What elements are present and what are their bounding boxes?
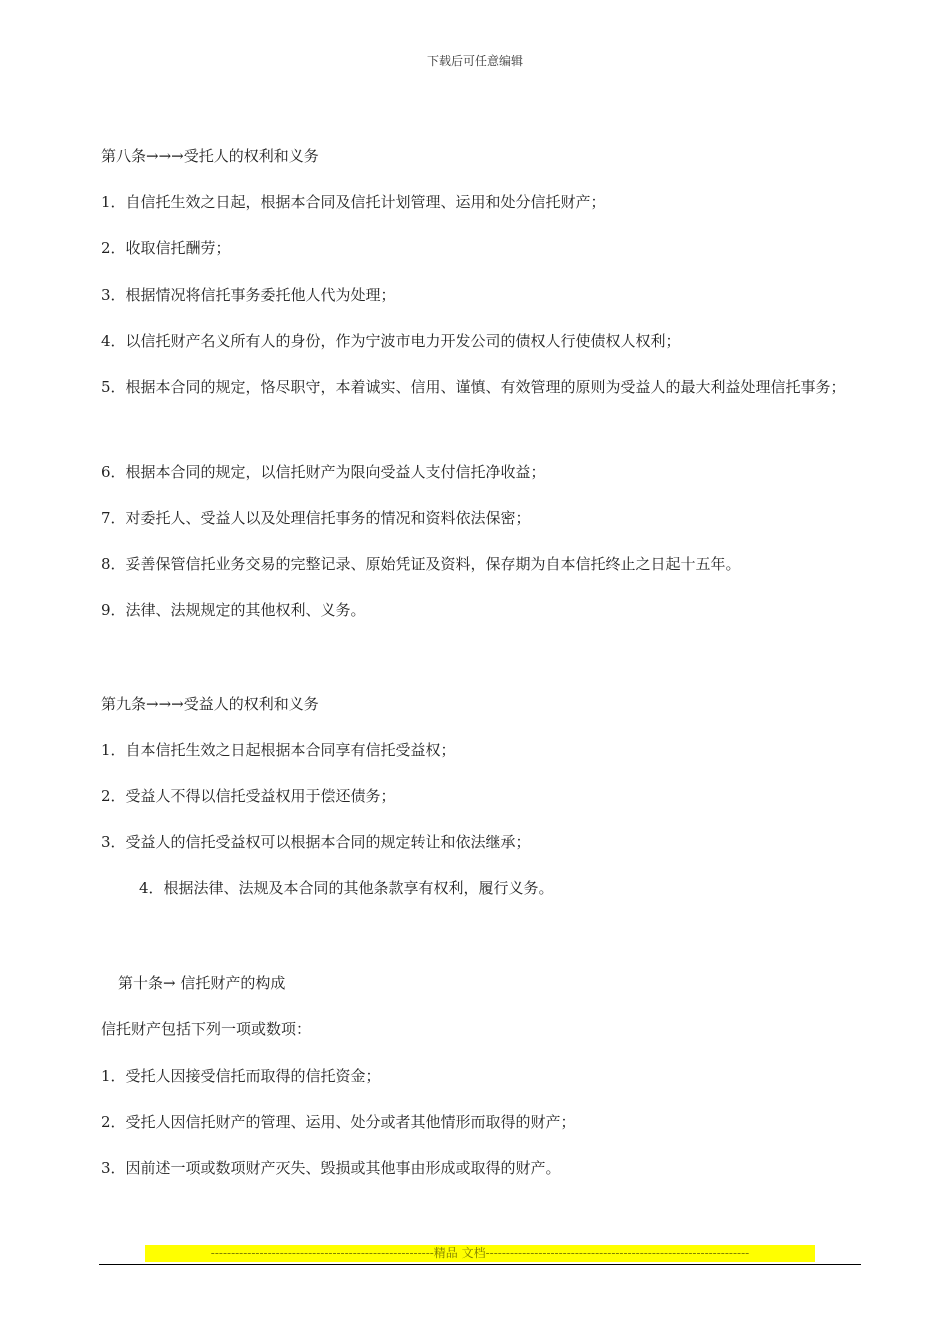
article-10-item: 2．受托人因信托财产的管理、运用、处分或者其他情形而取得的财产； <box>101 1113 576 1131</box>
article-10-heading: 第十条→ 信托财产的构成 <box>118 974 286 992</box>
article-9-item: 3．受益人的信托受益权可以根据本合同的规定转让和依法继承； <box>101 833 531 851</box>
article-8-item: 5．根据本合同的规定，恪尽职守，本着诚实、信用、谨慎、有效管理的原则为受益人的最大利益处理信托事务； <box>101 378 846 396</box>
page-header: 下载后可任意编辑 <box>426 54 523 68</box>
article-9-heading: 第九条→→→受益人的权利和义务 <box>101 695 319 713</box>
footer-divider <box>99 1264 861 1265</box>
article-8-heading: 第八条→→→受托人的权利和义务 <box>101 147 319 165</box>
article-8-item: 3．根据情况将信托事务委托他人代为处理； <box>101 286 396 304</box>
article-10-item: 3．因前述一项或数项财产灭失、毁损或其他事由形成或取得的财产。 <box>101 1159 561 1177</box>
article-10-intro: 信托财产包括下列一项或数项： <box>101 1020 312 1038</box>
article-8-item: 6．根据本合同的规定，以信托财产为限向受益人支付信托净收益； <box>101 463 546 481</box>
article-8-item: 4．以信托财产名义所有人的身份，作为宁波市电力开发公司的债权人行使债权人权利； <box>101 332 681 350</box>
article-8-item: 2．收取信托酬劳； <box>101 239 231 257</box>
article-8-item: 7．对委托人、受益人以及处理信托事务的情况和资料依法保密； <box>101 509 531 527</box>
footer-banner: -------------------------------------------------------精品 文档----------------------------------------------------------------- <box>145 1245 815 1262</box>
article-9-item: 1．自本信托生效之日起根据本合同享有信托受益权； <box>101 741 456 759</box>
article-10-item: 1．受托人因接受信托而取得的信托资金； <box>101 1067 381 1085</box>
article-9-item: 2．受益人不得以信托受益权用于偿还债务； <box>101 787 396 805</box>
article-8-item: 9．法律、法规规定的其他权利、义务。 <box>101 601 366 619</box>
article-8-item: 1．自信托生效之日起，根据本合同及信托计划管理、运用和处分信托财产； <box>101 193 606 211</box>
article-8-item: 8．妥善保管信托业务交易的完整记录、原始凭证及资料，保存期为自本信托终止之日起十五年。 <box>101 555 741 573</box>
article-9-item: 4．根据法律、法规及本合同的其他条款享有权利，履行义务。 <box>139 879 554 897</box>
